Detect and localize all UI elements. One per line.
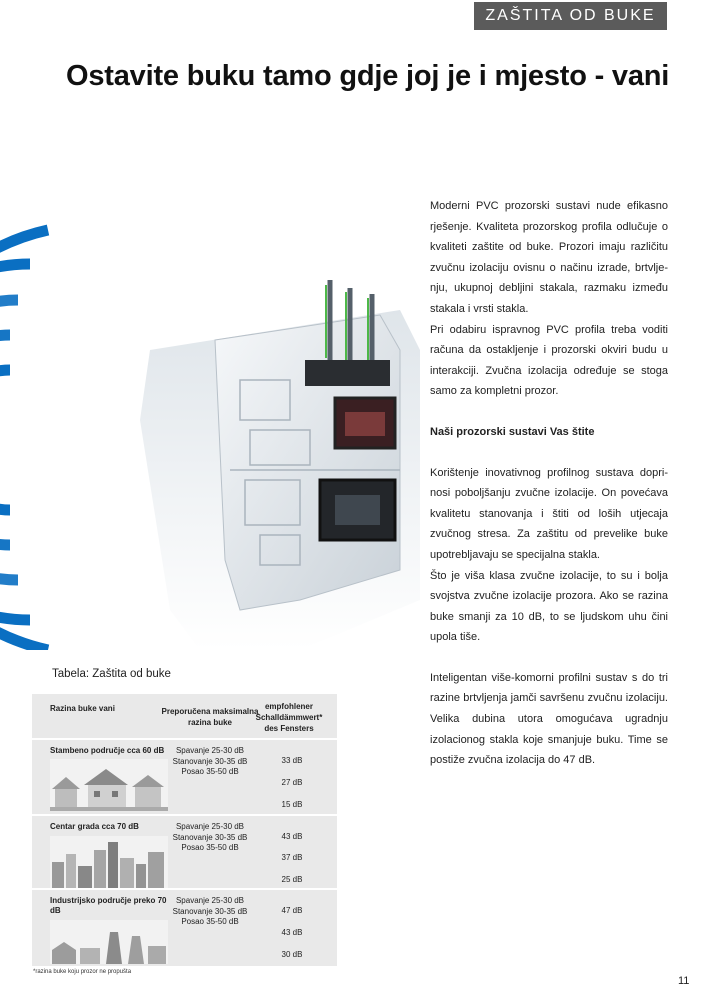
table-row-area: Centar grada cca 70 dB bbox=[50, 822, 139, 831]
table-row-recommended: Spavanje 25-30 dB Stanovanje 30-35 dB Posao 35-50 dB bbox=[172, 746, 248, 776]
body-paragraph: Pri odabiru ispravnog PVC profila treba voditi računa da ostakljenje i prozorski okviri budu u interakciji. Zvučna izolacija određuje se stoga samo za kompletni prozor. bbox=[430, 323, 668, 398]
table-row-recommended: Spavanje 25-30 dB Stanovanje 30-35 dB Posao 35-50 dB bbox=[172, 896, 248, 926]
row-divider bbox=[32, 738, 337, 740]
table-row-recommended: Spavanje 25-30 dB Stanovanje 30-35 dB Posao 35-50 dB bbox=[172, 822, 248, 852]
table-row-db: 43 dB bbox=[281, 832, 303, 841]
table-row-db: 43 dB bbox=[281, 928, 303, 937]
table-title: Tabela: Zaštita od buke bbox=[52, 668, 171, 680]
table-row-db: 47 dB bbox=[281, 906, 303, 915]
table-row-db: 33 dB bbox=[281, 756, 303, 765]
page-number: 11 bbox=[678, 975, 690, 987]
table-header-recommended-level: Preporučena maksimalna razina buke bbox=[161, 707, 259, 727]
table-header-outdoor-noise: Razina buke vani bbox=[50, 704, 115, 713]
noise-protection-table bbox=[32, 694, 337, 966]
table-row-area: Industrijsko područje preko 70 dB bbox=[50, 896, 167, 915]
row-divider bbox=[32, 888, 337, 890]
page-headline: Ostavite buku tamo gdje joj je i mjesto - vani bbox=[66, 60, 670, 92]
table-row-db: 25 dB bbox=[281, 875, 303, 884]
body-text bbox=[430, 196, 668, 771]
table-footnote: *razina buke koju prozor ne propušta bbox=[33, 969, 132, 975]
table-row-db: 27 dB bbox=[281, 778, 303, 787]
body-paragraph: Korištenje inovativnog profilnog sustava doprinosi poboljšanju zvučne izolacije. On povećava kvalitetu stanovanja i štiti od loših utjecaja zvučnog stresa. Za zaštitu od prevelike buke upotrebljavaju se specijalna stakla. bbox=[430, 466, 668, 561]
window-profile-illustration bbox=[0, 180, 420, 650]
body-paragraph: Moderni PVC prozorski sustavi nude efikasno rješenje. Kvaliteta prozorskog profila odlučuje o kvaliteti zaštite od buke. Prozori imaju različitu zvučnu izolaciju ovisnu o načinu izrade, brtvljenju, ukupnoj debljini stakala, razmaku između stakala i vrsti stakla. bbox=[430, 200, 668, 315]
body-paragraph: Što je viša klasa zvučne izolacije, to su i bolja svojstva zvučne izolacije prozora. Ako se razina buke smanji za 10 dB, to se ljudskom uhu čini upola tiše. bbox=[430, 569, 668, 644]
industrial-factory-icon bbox=[50, 916, 168, 968]
city-skyline-icon bbox=[50, 836, 168, 888]
table-row-area: Stambeno područje cca 60 dB bbox=[50, 746, 165, 755]
body-subheading: Naši prozorski sustavi Vas štite bbox=[430, 425, 595, 438]
table-row-db: 30 dB bbox=[281, 950, 303, 959]
table-header-sound-insulation: empfohlener Schalldämmwert* des Fensters bbox=[255, 702, 323, 733]
table-row-db: 37 dB bbox=[281, 853, 303, 862]
table-row-db: 15 dB bbox=[281, 800, 303, 809]
body-paragraph: Inteligentan više-komorni profilni sustav s do tri razine brtvljenja jamči savršenu zvučnu izolaciju. Velika dubina utora omogućava ugradnju izolacionog stakla koje smanjuje buku. Time se postiže zvučna izolacija do 47 dB. bbox=[430, 671, 668, 767]
residential-houses-icon bbox=[50, 759, 168, 811]
section-tag: ZAŠTITA OD BUKE bbox=[474, 2, 667, 30]
sound-waves-icon bbox=[0, 230, 48, 650]
row-divider bbox=[32, 814, 337, 816]
